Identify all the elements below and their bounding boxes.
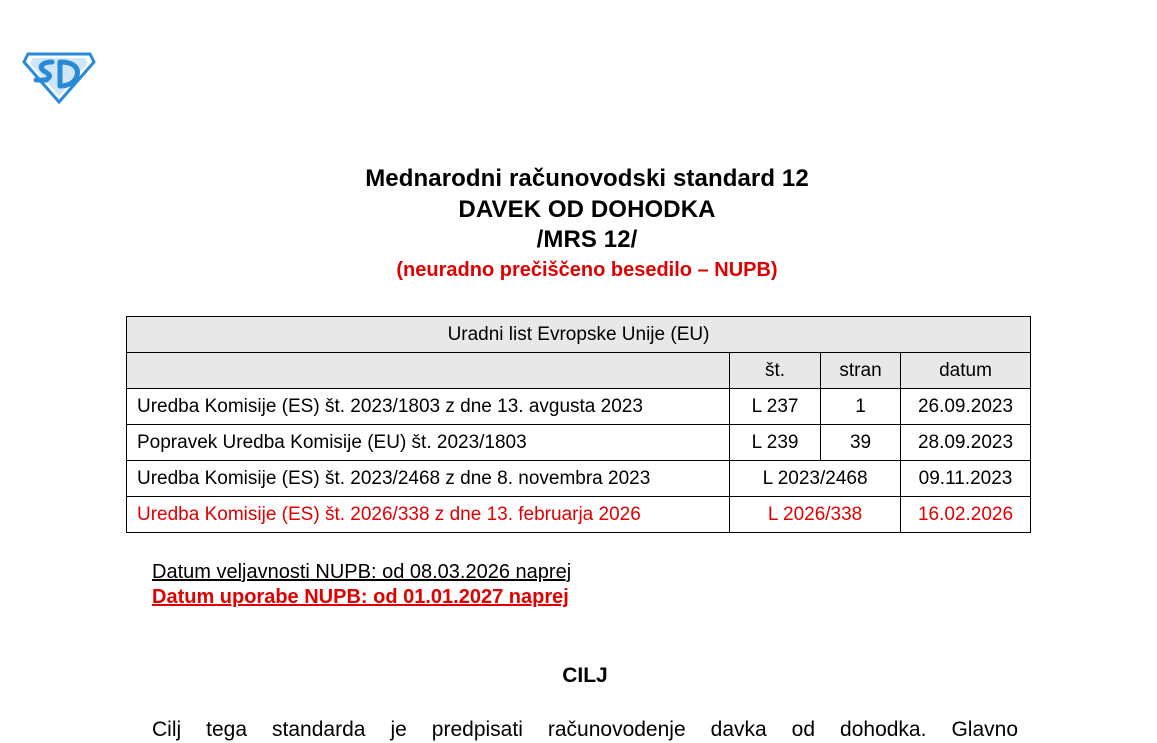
section-body-text: Cilj tega standarda je predpisati računovodenje davka od dohodka. Glavno xyxy=(152,718,1018,741)
column-header-st: št. xyxy=(730,353,821,389)
row-text: Uredba Komisije (ES) št. 2023/2468 z dne 8. novembra 2023 xyxy=(127,461,730,497)
row-datum: 16.02.2026 xyxy=(901,497,1031,533)
row-datum: 09.11.2023 xyxy=(901,461,1031,497)
column-header-datum: datum xyxy=(901,353,1031,389)
sd-shield-logo-icon xyxy=(22,48,96,104)
table-column-row xyxy=(127,353,1031,389)
table-row xyxy=(127,497,1031,533)
title-line-2: DAVEK OD DOHODKA xyxy=(458,195,716,223)
table-header-row xyxy=(127,317,1031,353)
official-journal-table xyxy=(126,316,1031,533)
validity-block xyxy=(152,560,571,610)
use-date: Datum uporabe NUPB: od 01.01.2027 naprej xyxy=(152,586,569,608)
column-header-blank xyxy=(127,353,730,389)
row-ref: L 2026/338 xyxy=(730,497,901,533)
row-datum: 28.09.2023 xyxy=(901,425,1031,461)
row-text: Uredba Komisije (ES) št. 2023/1803 z dne 13. avgusta 2023 xyxy=(127,389,730,425)
table-row xyxy=(127,461,1031,497)
table-row xyxy=(127,389,1031,425)
row-st: L 237 xyxy=(730,389,821,425)
row-text: Uredba Komisije (ES) št. 2026/338 z dne 13. februarja 2026 xyxy=(127,497,730,533)
section-heading: CILJ xyxy=(562,664,608,687)
row-datum: 26.09.2023 xyxy=(901,389,1031,425)
validity-date: Datum veljavnosti NUPB: od 08.03.2026 naprej xyxy=(152,561,572,583)
row-ref: L 2023/2468 xyxy=(730,461,901,497)
row-stran: 1 xyxy=(821,389,901,425)
row-text: Popravek Uredba Komisije (EU) št. 2023/1803 xyxy=(127,425,730,461)
row-st: L 239 xyxy=(730,425,821,461)
title-line-3: /MRS 12/ xyxy=(536,226,638,253)
title-subtitle: (neuradno prečiščeno besedilo – NUPB) xyxy=(396,258,778,281)
row-stran: 39 xyxy=(821,425,901,461)
table-row xyxy=(127,425,1031,461)
document-title xyxy=(0,164,1157,284)
table-header: Uradni list Evropske Unije (EU) xyxy=(127,317,1031,353)
title-line-1: Mednarodni računovodski standard 12 xyxy=(365,165,809,192)
column-header-stran: stran xyxy=(821,353,901,389)
